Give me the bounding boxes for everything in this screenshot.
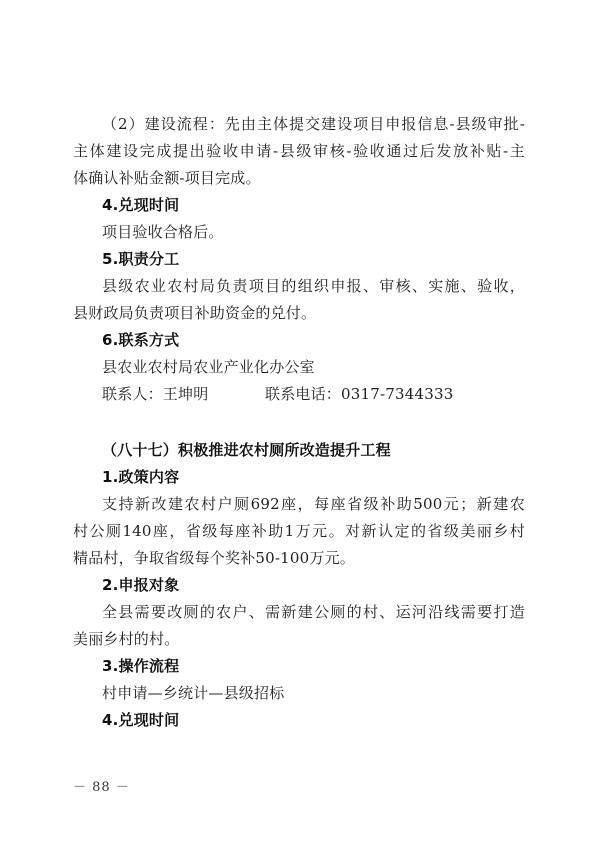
operation-process-text: 村申请—乡统计—县级招标 (102, 684, 285, 702)
contact-person: 联系人：王坤明 (102, 385, 209, 403)
process-text-line-2: 主体建设完成提出验收申请-县级审核-验收通过后发放补贴-主 (73, 142, 525, 160)
contact-row (102, 381, 554, 407)
section-title: （八十七）积极推进农村厕所改造提升工程 (102, 441, 391, 459)
process-text-line-1: （2）建设流程：先由主体提交建设项目申报信息-县级审批- (102, 115, 525, 133)
heading-policy-content: 1.政策内容 (102, 468, 180, 486)
heading-redemption-time: 4.兑现时间 (102, 196, 180, 214)
heading-responsibilities: 5.职责分工 (102, 250, 180, 268)
policy-text-line-2: 村公厕140座，省级每座补助1万元。对新认定的省级美丽乡村 (73, 522, 525, 540)
applicants-text-line-2: 美丽乡村的村。 (73, 630, 180, 648)
contact-phone: 联系电话：0317-7344333 (265, 385, 454, 403)
redemption-time-text: 项目验收合格后。 (102, 223, 224, 241)
page-number: － 88 － (73, 780, 130, 795)
responsibilities-text-line-2: 县财政局负责项目补助资金的兑付。 (73, 304, 317, 322)
policy-text-line-3: 精品村，争取省级每个奖补50-100万元。 (73, 549, 355, 567)
contact-office: 县农业农村局农业产业化办公室 (102, 358, 315, 376)
heading-contact: 6.联系方式 (102, 331, 180, 349)
responsibilities-text-line-1: 县级农业农村局负责项目的组织申报、审核、实施、验收， (102, 277, 525, 295)
policy-text-line-1: 支持新改建农村户厕692座，每座省级补助500元；新建农 (102, 495, 525, 513)
heading-applicants: 2.申报对象 (102, 576, 180, 594)
heading-operation-process: 3.操作流程 (102, 657, 180, 675)
process-text-line-3: 体确认补贴金额-项目完成。 (73, 169, 261, 187)
applicants-text-line-1: 全县需要改厕的农户、需新建公厕的村、运河沿线需要打造 (102, 603, 525, 621)
heading-redemption-time-2: 4.兑现时间 (102, 711, 180, 729)
